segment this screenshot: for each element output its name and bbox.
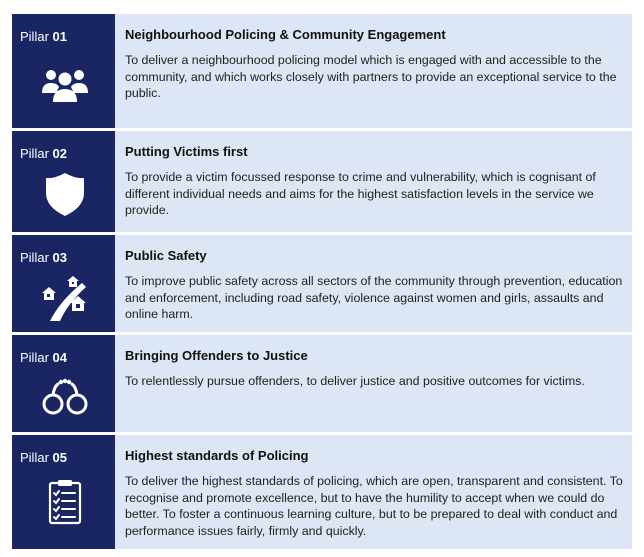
pillar-header-cell [12, 14, 115, 128]
clipboard-checklist-icon [40, 477, 90, 527]
pillar-content-cell [115, 14, 632, 128]
pillar-label: Pillar 04 [20, 350, 67, 365]
pillar-content-cell [115, 131, 632, 232]
pillar-label: Pillar 02 [20, 146, 67, 161]
pillar-title: Putting Victims first [125, 144, 248, 159]
pillar-header-cell [12, 335, 115, 432]
pillar-label: Pillar 03 [20, 250, 67, 265]
pillar-header-cell [12, 131, 115, 232]
pillar-title: Neighbourhood Policing & Community Engagement [125, 27, 446, 42]
pillar-description: To deliver the highest standards of policing, which are open, transparent and consistent. To recognise and promote excellence, but to have the humility to accept when we could do better. To foster a continuous learning culture, but to be prepared to deal with conduct and performance issues fairly, firmly and quickly. [125, 474, 623, 538]
houses-road-icon [40, 273, 90, 323]
pillar-description: To improve public safety across all sectors of the community through prevention, education and enforcement, including road safety, violence against women and girls, assaults and online harm. [125, 274, 623, 321]
people-icon [40, 60, 90, 110]
shield-icon [40, 169, 90, 219]
pillar-description: To deliver a neighbourhood policing model which is engaged with and accessible to the community, and which works closely with partners to provide an exceptional service to the public. [125, 53, 617, 100]
pillar-content-cell [115, 435, 632, 549]
pillar-header-cell [12, 435, 115, 549]
pillar-title: Public Safety [125, 248, 207, 263]
pillar-description: To provide a victim focussed response to crime and vulnerability, which is cognisant of different individual needs and aims for the highest satisfaction levels in the service we provide. [125, 170, 596, 217]
pillar-description: To relentlessly pursue offenders, to deliver justice and positive outcomes for victims. [125, 374, 585, 388]
pillar-row [12, 335, 632, 432]
pillar-row [12, 235, 632, 332]
pillar-label: Pillar 05 [20, 450, 67, 465]
pillar-row [12, 131, 632, 232]
pillar-title: Bringing Offenders to Justice [125, 348, 308, 363]
pillar-content-cell [115, 335, 632, 432]
pillar-content-cell [115, 235, 632, 332]
pillar-row [12, 14, 632, 128]
pillar-title: Highest standards of Policing [125, 448, 309, 463]
pillars-table [12, 14, 632, 549]
pillar-label: Pillar 01 [20, 29, 67, 44]
handcuffs-icon [40, 371, 90, 421]
pillar-header-cell [12, 235, 115, 332]
pillar-row [12, 435, 632, 549]
